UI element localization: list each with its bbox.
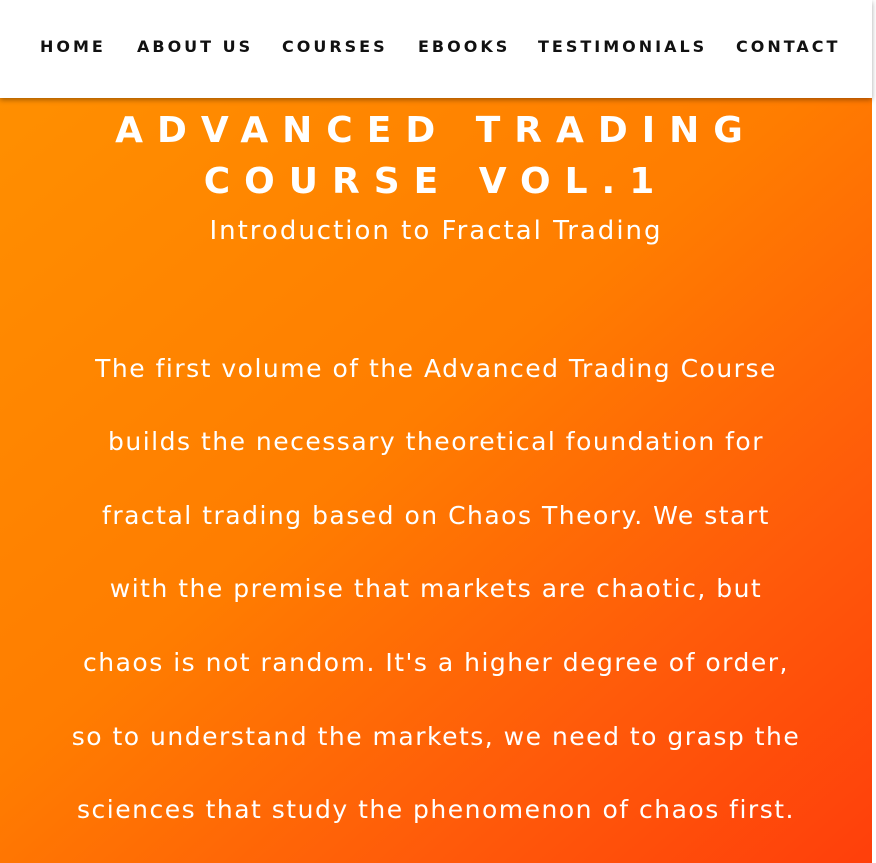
nav-home-link[interactable]: HOME xyxy=(40,37,106,56)
nav-courses-link[interactable]: COURSES xyxy=(282,37,388,56)
description-line-2: builds the necessary theoretical foundation for xyxy=(108,427,764,456)
nav-contact-link[interactable]: CONTACT xyxy=(736,37,841,56)
top-navigation xyxy=(0,0,872,98)
nav-ebooks-link[interactable]: EBOOKS xyxy=(418,37,511,56)
description-line-5: chaos is not random. It's a higher degree of order, xyxy=(83,648,789,677)
description-line-4: with the premise that markets are chaotic, but xyxy=(109,574,763,603)
page-title-line-2: COURSE VOL.1 xyxy=(203,161,669,202)
description-line-7: sciences that study the phenomenon of chaos first. xyxy=(77,795,795,824)
page-title-line-1: ADVANCED TRADING xyxy=(115,110,757,151)
page-edge xyxy=(872,0,876,863)
nav-testimonials-link[interactable]: TESTIMONIALS xyxy=(538,37,708,56)
description-line-3: fractal trading based on Chaos Theory. We start xyxy=(102,501,770,530)
description-line-1: The first volume of the Advanced Trading Course xyxy=(95,354,777,383)
page-subtitle: Introduction to Fractal Trading xyxy=(209,216,663,246)
description-line-6: so to understand the markets, we need to grasp the xyxy=(71,722,801,751)
nav-about-us-link[interactable]: ABOUT US xyxy=(137,37,254,56)
